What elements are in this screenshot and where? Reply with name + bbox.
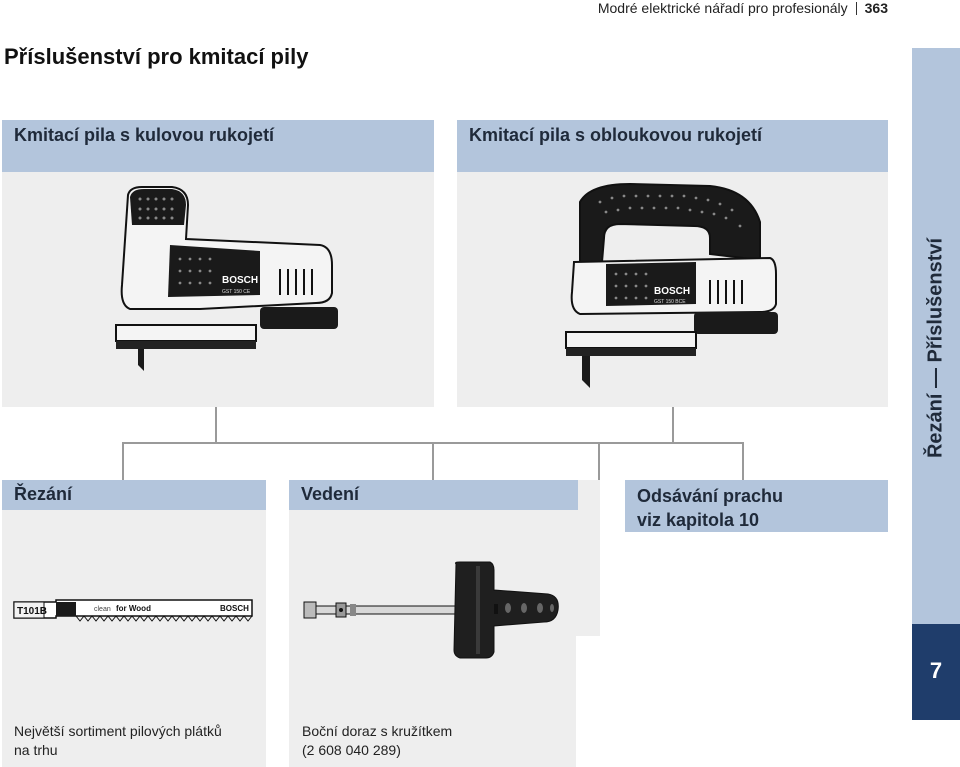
saw-1-model: GST 150 CE	[222, 289, 251, 295]
dust-extraction-reference: viz kapitola 10	[637, 510, 760, 530]
side-tab-label: Řezání — Příslušenství	[924, 237, 947, 459]
connector-line	[122, 442, 124, 480]
saw-2-brand: BOSCH	[654, 286, 691, 297]
blade-caption	[14, 722, 222, 760]
saw-1-brand: BOSCH	[222, 275, 259, 286]
jigsaw-blade-image	[12, 596, 256, 622]
blade-caption-line-1: Největší sortiment pilových plátků	[14, 723, 222, 739]
saw-heading-bow-handle	[457, 120, 888, 172]
chapter-number: 7	[929, 658, 943, 683]
running-title: Modré elektrické nářadí pro profesionály	[597, 0, 848, 16]
dust-extraction-label: Odsávání prachu	[637, 486, 784, 506]
page-title: Příslušenství pro kmitací pily	[4, 44, 309, 69]
cutting-heading	[2, 480, 266, 510]
saw-label-knob-handle: Kmitací pila s kulovou rukojetí	[14, 125, 275, 145]
parallel-guide-image	[300, 560, 565, 662]
blade-wood-text: for Wood	[116, 604, 151, 613]
blade-clean-text: clean	[94, 606, 111, 613]
jigsaw-bow-handle-image	[560, 182, 790, 392]
saw-label-bow-handle: Kmitací pila s obloukovou rukojetí	[469, 125, 763, 145]
header-separator	[856, 2, 857, 15]
guiding-label: Vedení	[301, 484, 360, 504]
connector-line	[672, 407, 674, 443]
guide-caption	[302, 722, 452, 760]
saw-heading-knob-handle	[2, 120, 434, 172]
chapter-number-box[interactable]	[912, 624, 960, 720]
page-number: 363	[864, 0, 888, 16]
blade-brand: BOSCH	[220, 604, 249, 613]
guide-caption-line-1: Boční doraz s kružítkem	[302, 723, 453, 739]
chapter-side-tab[interactable]	[912, 48, 960, 624]
jigsaw-knob-handle-image	[110, 185, 350, 375]
saw-2-model: GST 150 BCE	[654, 299, 686, 305]
connector-line	[742, 442, 744, 480]
cutting-label: Řezání	[14, 484, 73, 504]
guiding-heading	[289, 480, 578, 510]
running-header	[598, 0, 888, 16]
guide-caption-line-2: (2 608 040 289)	[302, 742, 401, 758]
blade-code: T101B	[17, 606, 48, 617]
dust-extraction-heading[interactable]	[625, 480, 888, 532]
connector-line	[432, 442, 434, 480]
connector-line	[215, 407, 217, 443]
blade-caption-line-2: na trhu	[14, 742, 58, 758]
